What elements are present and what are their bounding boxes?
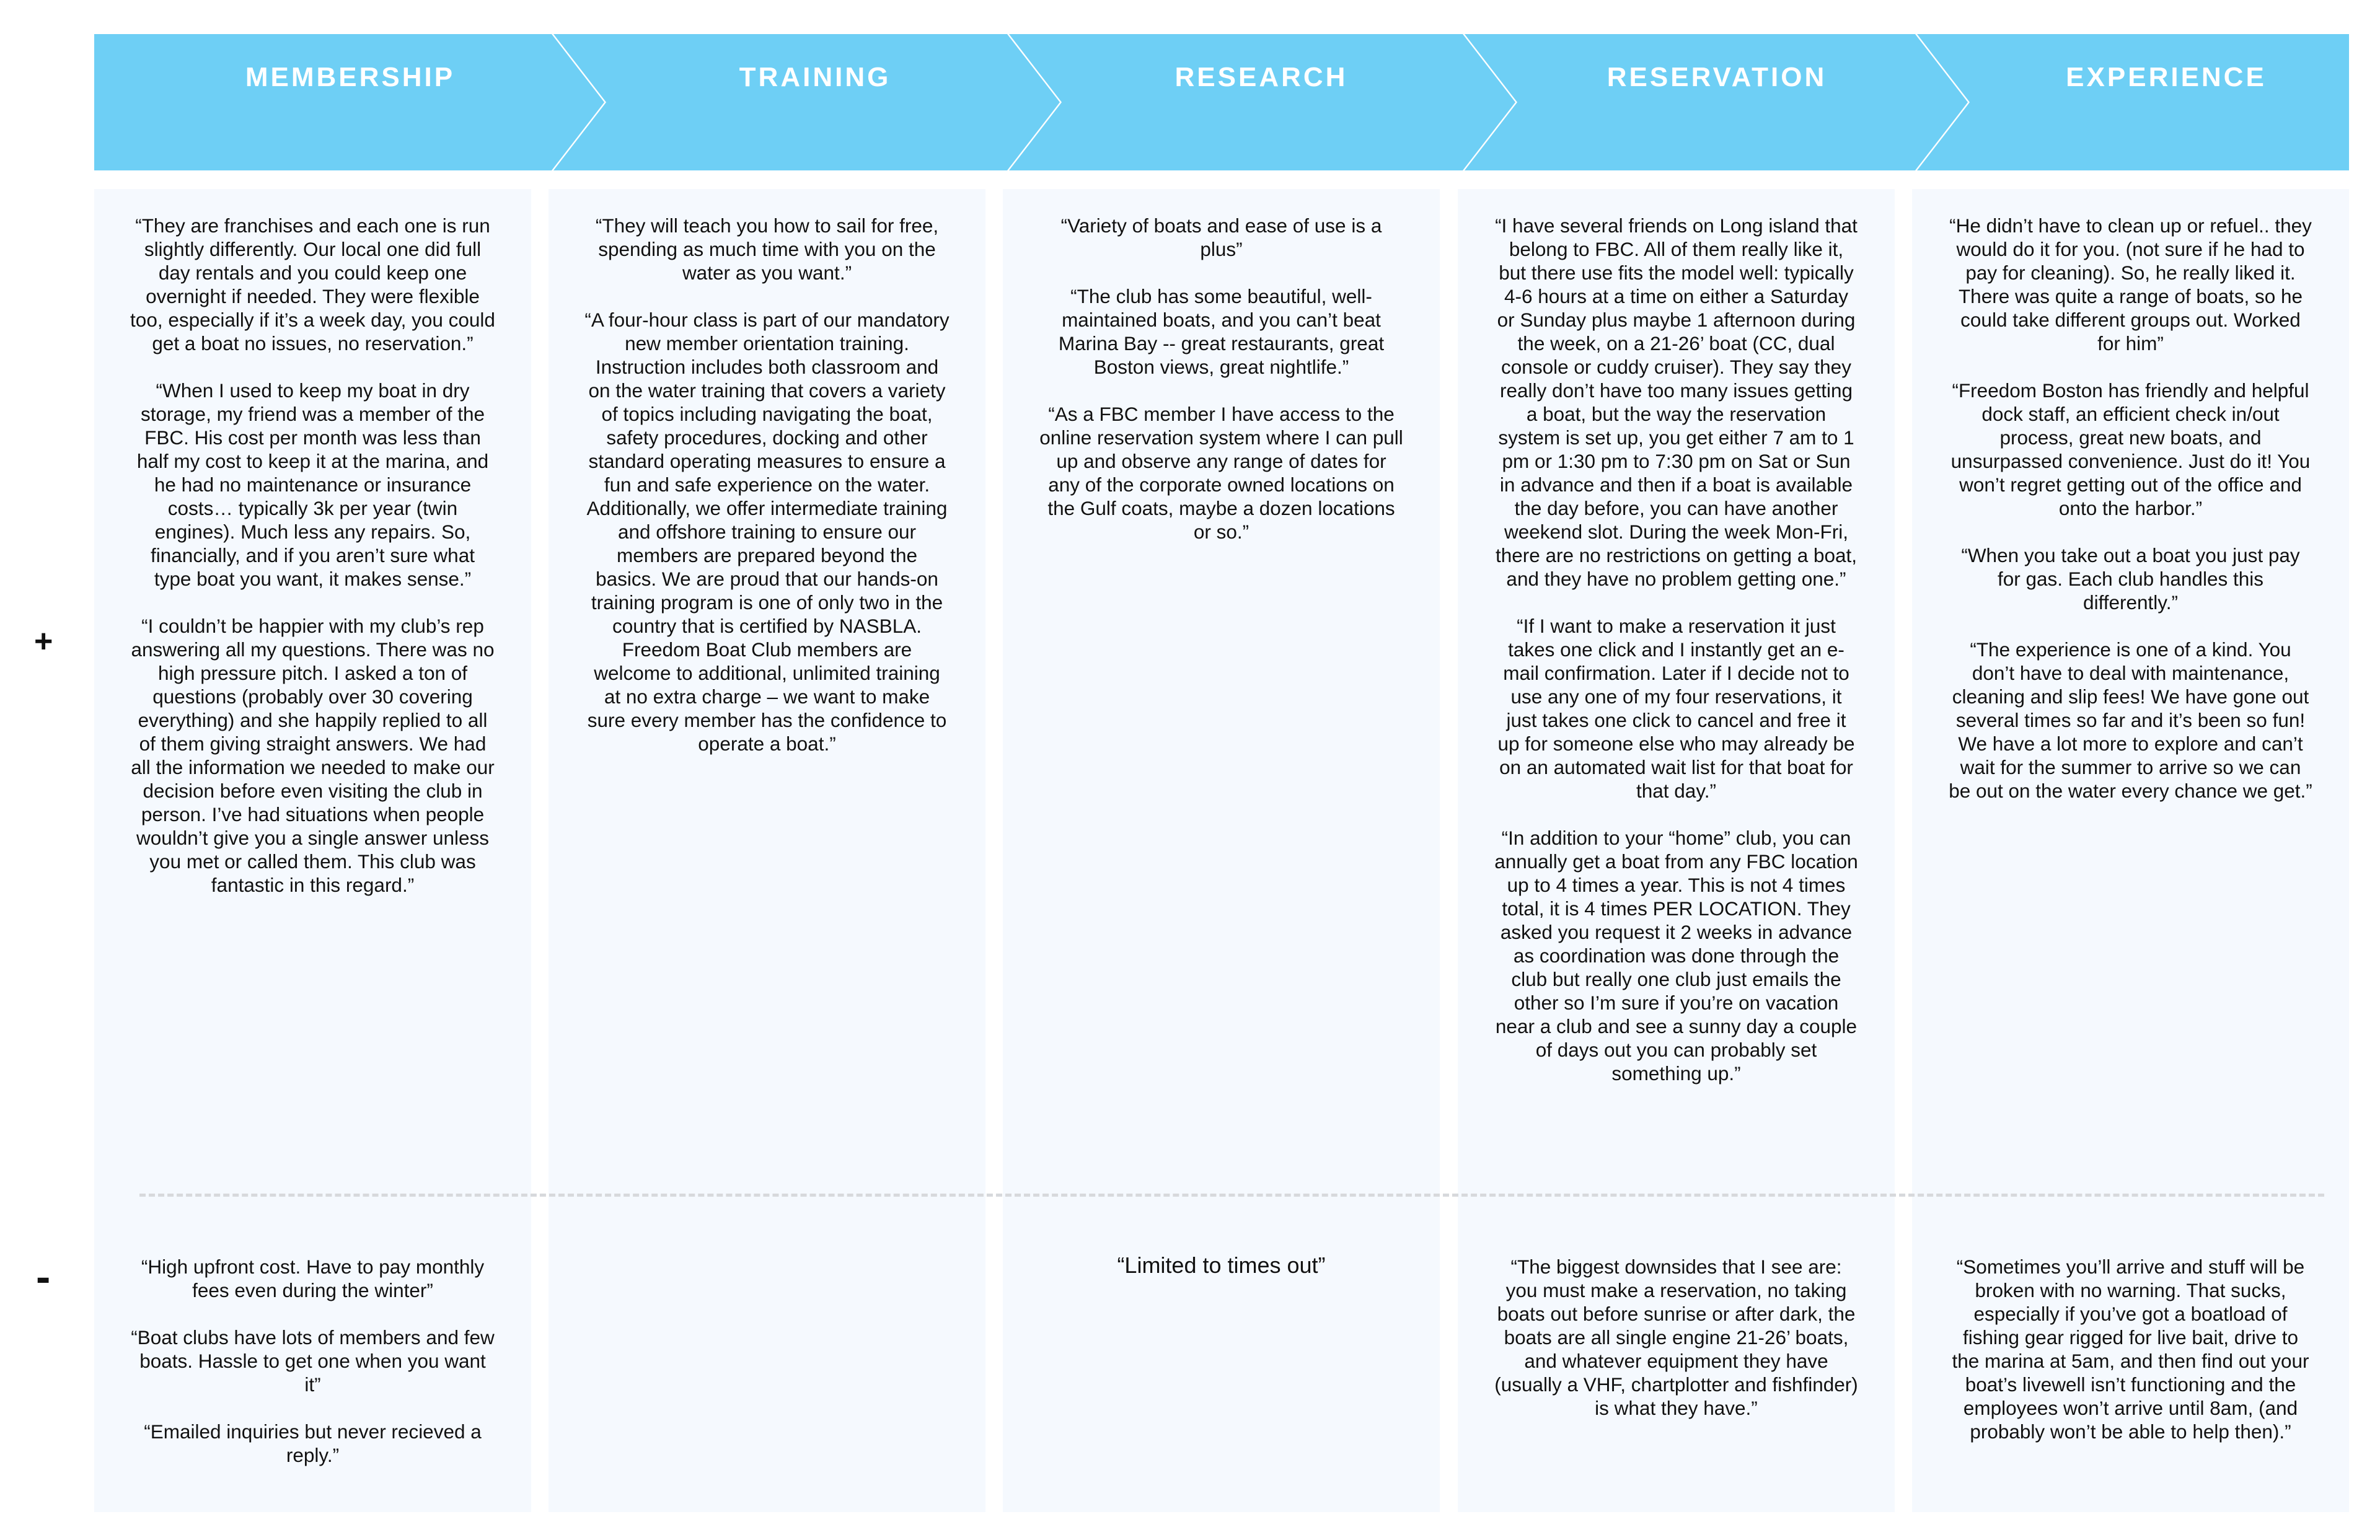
column-experience — [1912, 189, 2349, 1512]
positive-negative-divider — [139, 1194, 2324, 1197]
training-positive-quotes: “They will teach you how to sail for free, spending as much time with you on the water as you want.” “A four-hour class is part of our mandatory new member orientation training. Instruction includes both classroom and on the water training that covers a variety of topics including navigating the boat, safety procedures, docking and other standard operating measures to ensure a fun and safe experience on the water. Additionally, we offer intermediate training and offshore training to ensure our members are prepared beyond the basics. We are proud that our hands-on training program is one of only two in the country that is certified by NASBLA. Freedom Boat Club members are welcome to additional, unlimited training at no extra charge – we want to make sure every member has the confidence to operate a boat.” — [584, 214, 950, 755]
stage-label-reservation: RESERVATION — [1606, 62, 1827, 92]
journey-stage-bar — [0, 0, 2380, 180]
chevron-training — [553, 34, 1060, 170]
negative-row-label: - — [36, 1252, 51, 1301]
column-reservation — [1458, 189, 1895, 1512]
column-research — [1003, 189, 1440, 1512]
stage-label-membership: MEMBERSHIP — [245, 62, 456, 92]
stage-label-training: TRAINING — [739, 62, 891, 92]
stage-label-research: RESEARCH — [1175, 62, 1348, 92]
experience-positive-quotes: “He didn’t have to clean up or refuel.. they would do it for you. (not sure if he had to pay for cleaning). So, he really liked it. There was quite a range of boats, so he could take different groups out. Worked for him” “Freedom Boston has friendly and helpful dock staff, an efficient check in/out process, great new boats, and unsurpassed convenience. Just do it! You won’t regret getting out of the office and onto the harbor.” “When you take out a boat you just pay for gas. Each club handles this differently.” “The experience is one of a kind. You don’t have to deal with maintenance, cleaning and slip fees! We have gone out several times so far and it’s been so fun! We have a lot more to explore and can’t wait for the summer to arrive so we can be out on the water every chance we get.” — [1949, 214, 2312, 802]
experience-negative-quotes: “Sometimes you’ll arrive and stuff will be broken with no warning. That sucks, especially if you’ve got a boatload of fishing gear rigged for live bait, drive to the marina at 5am, and then find out your boat’s livewell isn’t functioning and the employees won’t arrive until 8am, (and probably won’t be able to help then).” — [1952, 1256, 2309, 1443]
membership-negative-quotes: “High upfront cost. Have to pay monthly fees even during the winter” “Boat clubs have lots of members and few boats. Hassle to get one when you want it” “Emailed inquiries but never recieved a reply.” — [131, 1256, 495, 1466]
membership-positive-quotes: “They are franchises and each one is run slightly differently. Our local one did full day rentals and you could keep one overnight if needed. They were flexible too, especially if it’s a week day, you could get a boat no issues, no reservation.” “When I used to keep my boat in dry storage, my friend was a member of the FBC. His cost per month was less than half my cost to keep it at the marina, and he had no maintenance or insurance costs… typically 3k per year (twin engines). Much less any repairs. So, financially, and if you aren’t sure what type boat you want, it makes sense.” “I couldn’t be happier with my club’s rep answering all my questions. There was no high pressure pitch. I asked a ton of questions (probably over 30 covering everything) and she happily replied to all of them giving straight answers. We had all the information we needed to make our decision before even visiting the club in person. I’ve had situations when people wouldn’t give you a single answer unless you met or called them. This club was fantastic in this regard.” — [130, 214, 495, 896]
reservation-positive-quotes: “I have several friends on Long island that belong to FBC. All of them really like it, but there use fits the model well: typically 4-6 hours at a time on either a Saturday or Sunday plus maybe 1 afternoon during the week, on a 21-26’ boat (CC, dual console or cuddy cruiser). They say they really don’t have too many issues getting a boat, but the way the reservation system is set up, you get either 7 am to 1 pm or 1:30 pm to 7:30 pm on Sat or Sun in advance and then if a boat is available the day before, you can have another weekend slot. During the week Mon-Fri, there are no restrictions on getting a boat, and they have no problem getting one.” “If I want to make a reservation it just takes one click and I instantly get an e-mail confirmation. Later if I decide not to use any one of my four reservations, it just takes one click to cancel and free it up for someone else who may already be on an automated wait list for that boat for that day.” “In addition to your “home” club, you can annually get a boat from any FBC location up to 4 times a year. This is not 4 times total, it is 4 times PER LOCATION. They asked you request it 2 weeks in advance as coordination was done through the club but really one club just emails the other so I’m sure if you’re on vacation near a club and see a sunny day a couple of days out you can probably set something up.” — [1494, 214, 1858, 1085]
reservation-negative-quotes: “The biggest downsides that I see are: you must make a reservation, no taking boats out before sunrise or after dark, the boats are all single engine 21-26’ boats, and whatever equipment they have (usually a VHF, chartplotter and fishfinder) is what they have.” — [1494, 1256, 1858, 1419]
column-membership — [94, 189, 531, 1512]
research-positive-quotes: “Variety of boats and ease of use is a plus” “The club has some beautiful, well-maintained boats, and you can’t beat Marina Bay -- great restaurants, great Boston views, great nightlife.” “As a FBC member I have access to the online reservation system where I can pull up and observe any range of dates for any of the corporate owned locations on the Gulf coats, maybe a dozen locations or so.” — [1039, 214, 1403, 543]
research-negative-quotes: “Limited to times out” — [1117, 1252, 1326, 1278]
stage-label-experience: EXPERIENCE — [2066, 62, 2267, 92]
chevron-experience — [1917, 34, 2349, 170]
chevron-reservation — [1465, 34, 1968, 170]
chevron-research — [1009, 34, 1515, 170]
chevron-membership — [94, 34, 604, 170]
positive-row-label: + — [34, 623, 53, 659]
column-training — [549, 189, 985, 1512]
